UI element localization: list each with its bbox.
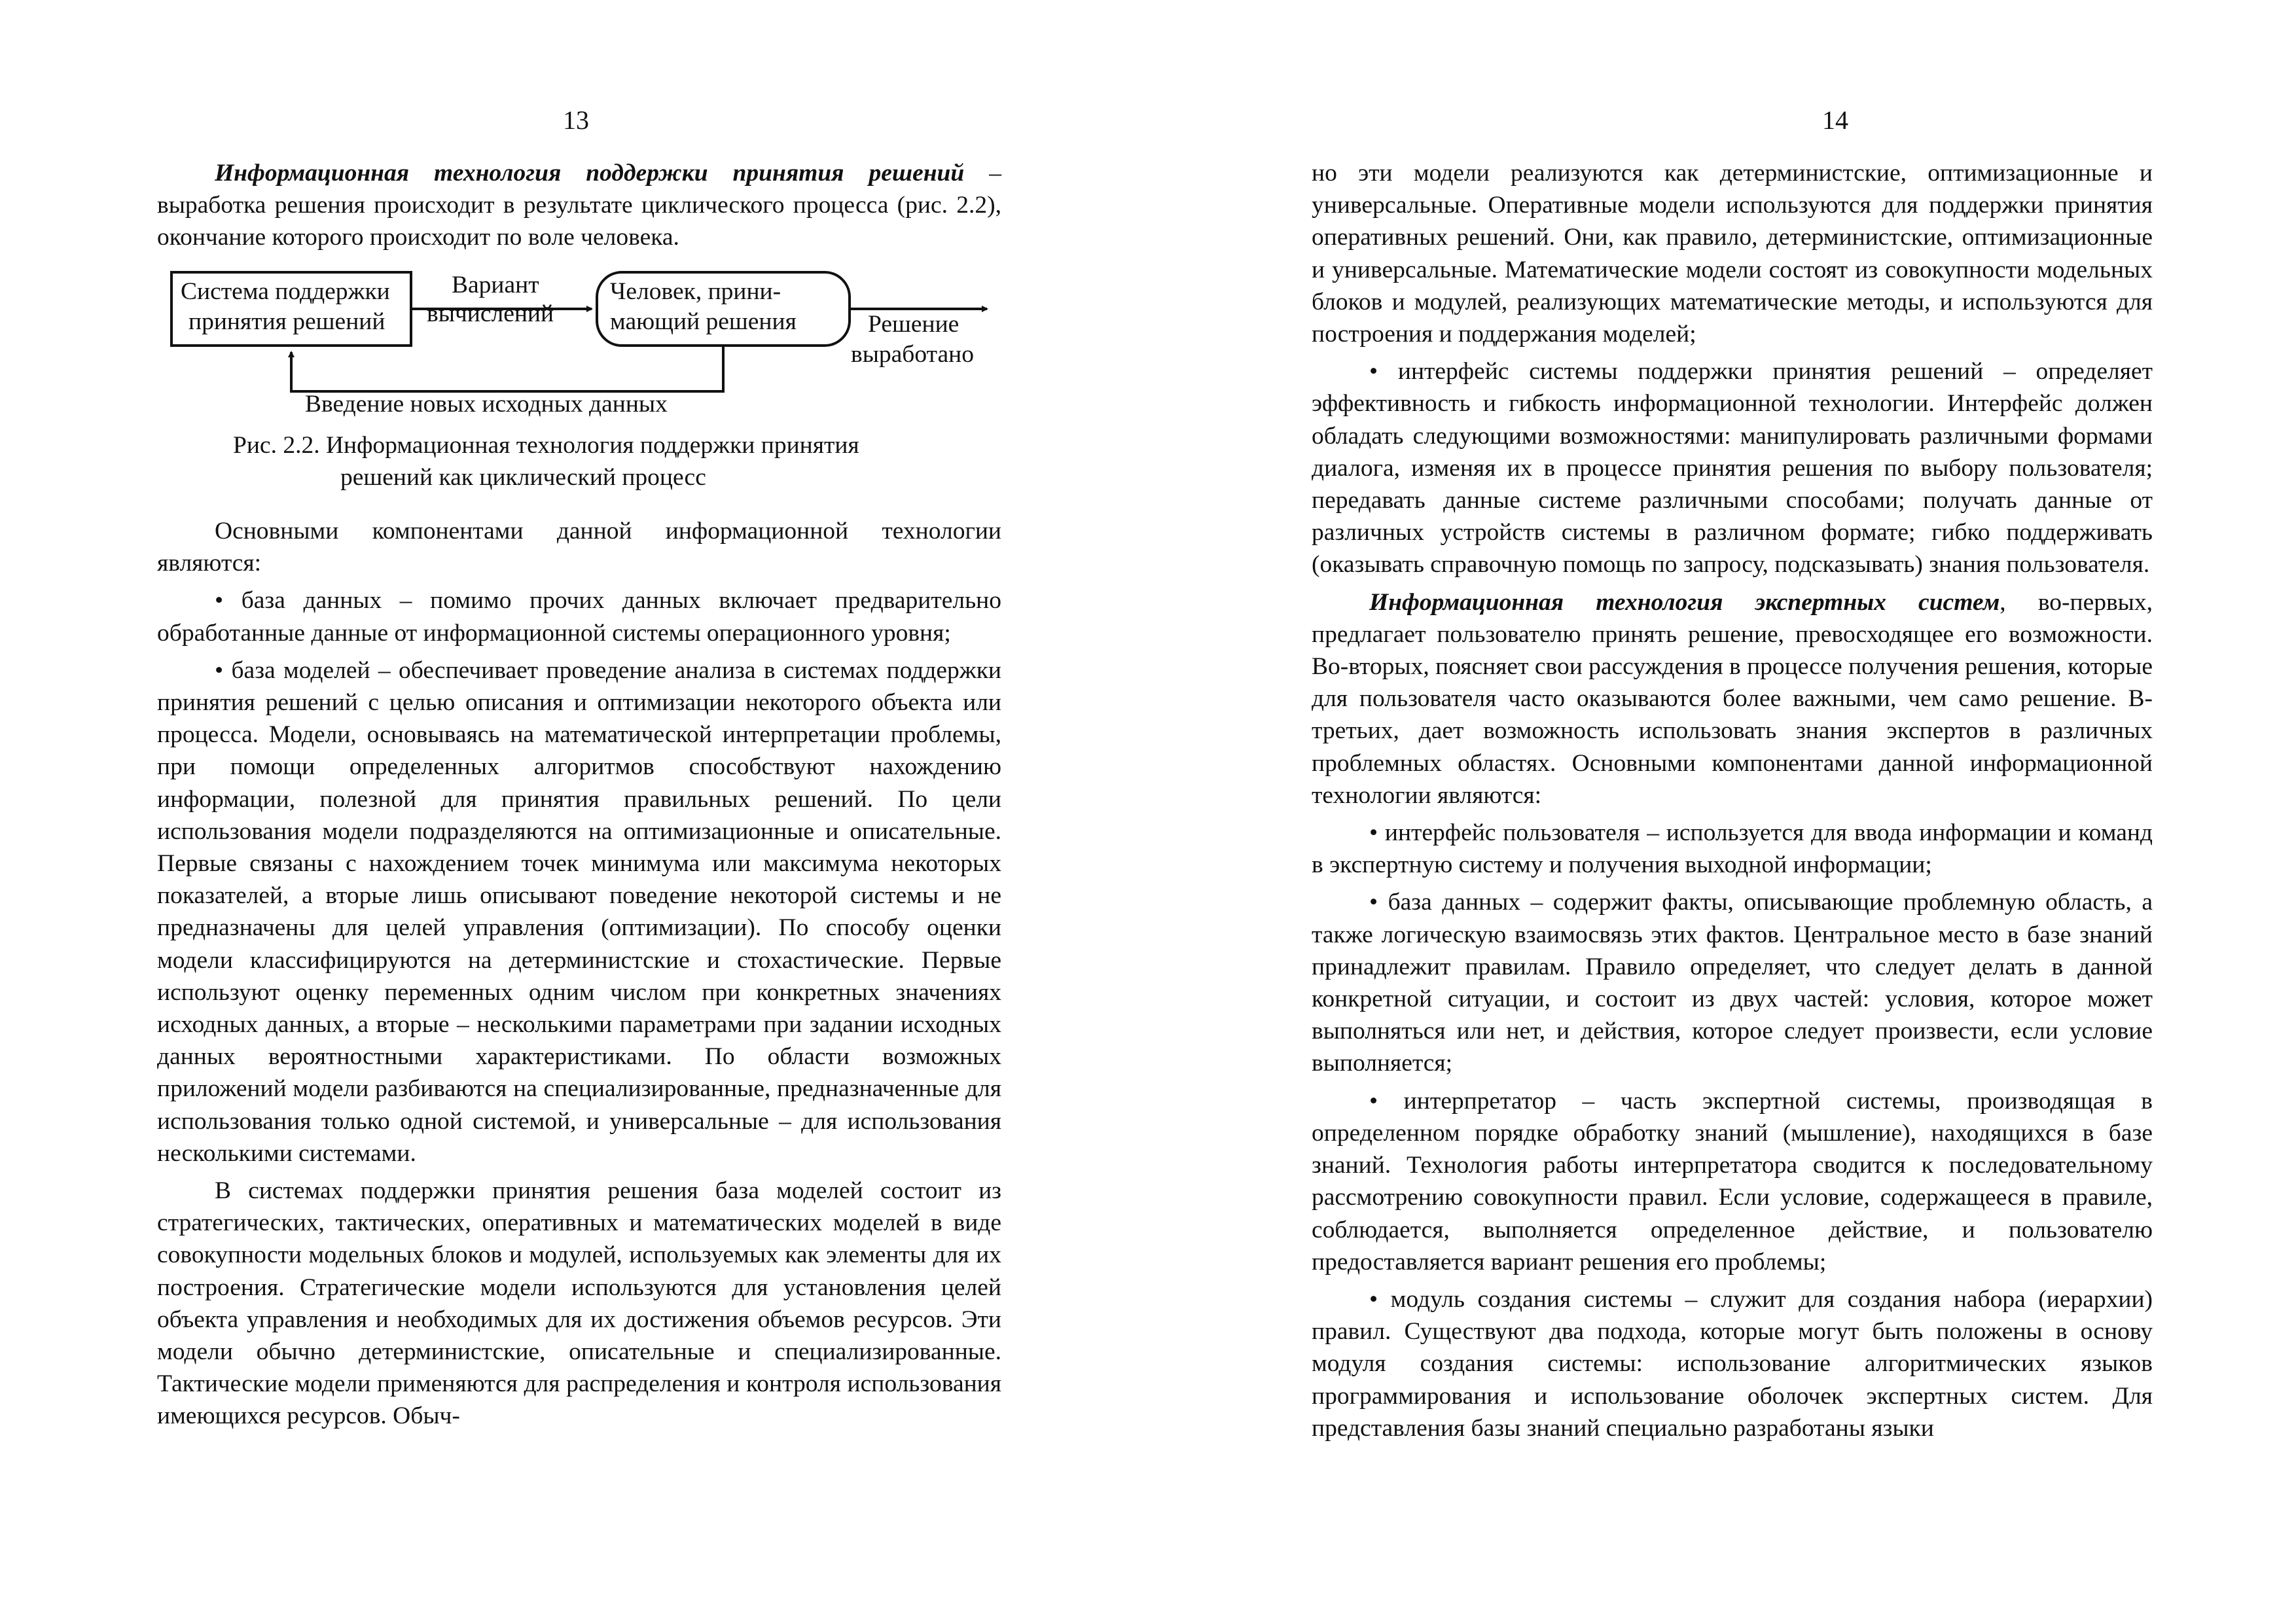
box1-line2: принятия решений (188, 308, 386, 335)
right-body (1312, 157, 2153, 1444)
body-paragraph: • база данных – помимо прочих данных включает предварительно обработанные данные от информационной системы операционного уровня; (157, 587, 1001, 647)
intro-paragraph (157, 157, 1001, 254)
feedback-label: Введение новых исходных данных (305, 391, 668, 418)
output-line1: Решение (868, 311, 960, 338)
body-paragraph: В системах поддержки принятия решения база моделей состоит из стратегических, тактических, оперативных и математических моделей в виде совокупности модельных блоков и модулей, используемых как элементы для их построения. Стратегические модели используются для установления целей объекта управления и необходимых для их достижения объемов ресурсов. Эти модели обычно детерминистские, описательные и специализированные. Тактические модели применяются для распределения и контроля использования имеющихся ресурсов. Обыч- (157, 1177, 1001, 1430)
expert-systems-rest: , во-первых, предлагает пользователю принять решение, превосходящее его возможности. Во-вторых, поясняет свои рассуждения в процессе получения решения, которые для пользователя часто оказываются более важными, чем само решение. В-третьих, дает возможность использовать знания экспертов в различных проблемных областях. Основными компонентами данной информационной технологии являются: (1312, 588, 2153, 809)
body-paragraph: • база моделей – обеспечивает проведение анализа в системах поддержки принятия решений с целью описания и оптимизации некоторого объекта или процесса. Модели, основываясь на математической интерпретации проблемы, при помощи определенных алгоритмов способствуют нахождению информации, полезной для принятия правильных решений. По цели использования модели подразделяются на оптимизационные и описательные. Первые связаны с нахождением точек минимума или максимума некоторых показателей, а вторые лишь описывают поведение некоторой системы и не предназначены для целей управления (оптимизации). По способу оценки модели классифицируются на детерминистские и стохастические. Первые используют оценку переменных одним числом при конкретных значениях исходных данных, а вторые – несколькими параметрами при задании исходных данных вероятностными характеристиками. По области возможных приложений модели разбиваются на специализированные, предназначенные для использования только одной системой, и универсальные – для использования несколькими системами. (157, 656, 1001, 1167)
intro-lead-term: Информационная технология поддержки принятия решений (215, 160, 965, 187)
box2-line2: мающий решения (610, 308, 797, 335)
right-page (1148, 0, 2296, 1623)
body-paragraph: Основными компонентами данной информационной технологии являются: (157, 518, 1001, 577)
output-line2: выработано (851, 341, 974, 368)
figure-caption-line1: Рис. 2.2. Информационная технология поддержки принятия (233, 432, 859, 459)
body-paragraph: • база данных – содержит факты, описывающие проблемную область, а также логическую взаимосвязь этих фактов. Центральное место в базе знаний принадлежит правилам. Правило определяет, что следует делать в данной конкретной ситуации, и состоит из двух частей: условия, которое может выполняться или нет, и действия, которое следует произвести, если условие выполняется; (1312, 889, 2153, 1077)
intro-rest: – выработка решения происходит в результате циклического процесса (рис. 2.2), окончание которого происходит по воле человека. (157, 160, 1002, 251)
box1-line1: Система поддержки (181, 278, 390, 305)
left-intro (157, 157, 1001, 254)
box2-line1: Человек, прини- (610, 278, 781, 305)
expert-systems-lead-term: Информационная технология экспертных систем (1369, 588, 2000, 616)
arrow1-line2: вычислений (427, 300, 554, 327)
body-paragraph: • интерпретатор – часть экспертной системы, производящая в определенном порядке обработку знаний (мышление), находящихся в базе знаний. Технология работы интерпретатора сводится к последовательному рассмотрению совокупности правил. Если условие, содержащееся в правиле, соблюдается, выполняется определенное действие, и пользователю предоставляется вариант решения его проблемы; (1312, 1087, 2153, 1275)
body-paragraph: • модуль создания системы – служит для создания набора (иерархии) правил. Существуют два подхода, которые могут быть положены в основу модуля создания системы: использование алгоритмических языков программирования и использование оболочек экспертных систем. Для представления базы знаний специально разработаны языки (1312, 1285, 2153, 1442)
figure-caption-line2: решений как циклический процесс (340, 464, 706, 491)
page-number-right: 14 (1822, 105, 1848, 135)
figure-2-2 (157, 262, 1001, 510)
page-number-left: 13 (563, 105, 589, 135)
left-body (157, 515, 1001, 1433)
body-paragraph: • интерфейс пользователя – используется для ввода информации и команд в экспертную систему и получения выходной информации; (1312, 819, 2153, 879)
body-paragraph (1312, 586, 2153, 812)
body-paragraph: но эти модели реализуются как детерминистские, оптимизационные и универсальные. Оперативные модели используются для поддержки принятия оперативных решений. Они, как правило, детерминистские, оптимизационные и универсальные. Математические модели состоят из совокупности модельных блоков и модулей, реализующих математические методы, и используются для построения и поддержания моделей; (1312, 160, 2153, 348)
feedback-arrow (291, 347, 723, 391)
body-paragraph: • интерфейс системы поддержки принятия решений – определяет эффективность и гибкость информационной технологии. Интерфейс должен обладать следующими возможностями: манипулировать различными формами диалога, изменяя их в процессе принятия решения по выбору пользователя; передавать данные системе различными способами; получать данные от различных устройств системы в различном формате; гибко поддерживать (оказывать справочную помощь по запросу, подсказывать) знания пользователя. (1312, 358, 2153, 579)
arrow1-line1: Вариант (452, 272, 539, 298)
